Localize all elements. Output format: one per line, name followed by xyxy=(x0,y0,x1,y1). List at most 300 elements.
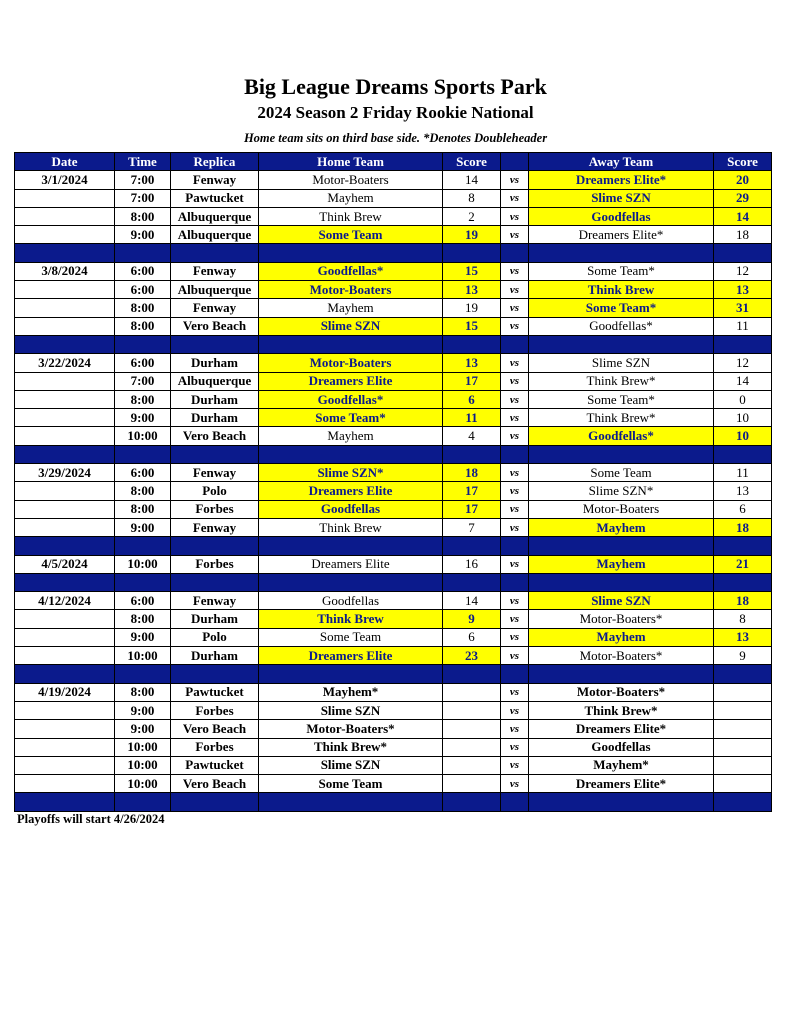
separator-cell xyxy=(15,573,115,591)
game-time: 6:00 xyxy=(115,262,171,280)
game-date: 4/19/2024 xyxy=(15,683,115,701)
home-team: Some Team xyxy=(259,226,443,244)
vs-label: vs xyxy=(501,464,529,482)
header-date: Date xyxy=(15,153,115,171)
game-time: 6:00 xyxy=(115,354,171,372)
header-time: Time xyxy=(115,153,171,171)
game-row xyxy=(15,738,772,756)
vs-label: vs xyxy=(501,226,529,244)
game-date xyxy=(15,189,115,207)
vs-label: vs xyxy=(501,738,529,756)
away-score: 29 xyxy=(714,189,772,207)
away-team: Slime SZN xyxy=(529,189,714,207)
game-replica-field: Durham xyxy=(171,390,259,408)
away-score: 18 xyxy=(714,226,772,244)
home-score: 11 xyxy=(443,409,501,427)
page-title: Big League Dreams Sports Park xyxy=(244,74,547,99)
home-team: Mayhem xyxy=(259,427,443,445)
game-date xyxy=(15,226,115,244)
home-score: 23 xyxy=(443,647,501,665)
away-team: Mayhem xyxy=(529,518,714,536)
game-time: 8:00 xyxy=(115,390,171,408)
header-row xyxy=(15,153,772,171)
home-score xyxy=(443,701,501,719)
home-score: 2 xyxy=(443,207,501,225)
game-date xyxy=(15,409,115,427)
separator-cell xyxy=(115,244,171,262)
home-score: 17 xyxy=(443,482,501,500)
separator-cell xyxy=(115,445,171,463)
home-score: 16 xyxy=(443,555,501,573)
separator-cell xyxy=(529,445,714,463)
vs-label: vs xyxy=(501,701,529,719)
game-row xyxy=(15,354,772,372)
schedule-note: Home team sits on third base side. *Denotes Doubleheader xyxy=(243,131,548,145)
vs-label: vs xyxy=(501,720,529,738)
away-team: Some Team* xyxy=(529,390,714,408)
separator-cell xyxy=(501,244,529,262)
header-replica: Replica xyxy=(171,153,259,171)
separator-cell xyxy=(259,335,443,353)
separator-cell xyxy=(443,537,501,555)
away-score: 0 xyxy=(714,390,772,408)
game-date xyxy=(15,427,115,445)
game-date: 3/29/2024 xyxy=(15,464,115,482)
vs-label: vs xyxy=(501,171,529,189)
week-separator xyxy=(15,665,772,683)
separator-cell xyxy=(714,573,772,591)
game-date xyxy=(15,610,115,628)
game-date: 3/22/2024 xyxy=(15,354,115,372)
separator-cell xyxy=(171,573,259,591)
game-time: 7:00 xyxy=(115,171,171,189)
game-date xyxy=(15,317,115,335)
vs-label: vs xyxy=(501,207,529,225)
game-replica-field: Polo xyxy=(171,482,259,500)
home-team: Goodfellas* xyxy=(259,262,443,280)
away-score: 21 xyxy=(714,555,772,573)
separator-cell xyxy=(443,573,501,591)
game-date: 4/5/2024 xyxy=(15,555,115,573)
away-score: 14 xyxy=(714,372,772,390)
vs-label: vs xyxy=(501,518,529,536)
game-date xyxy=(15,720,115,738)
game-replica-field: Durham xyxy=(171,610,259,628)
away-team: Think Brew xyxy=(529,281,714,299)
game-row xyxy=(15,281,772,299)
separator-cell xyxy=(501,335,529,353)
separator-cell xyxy=(443,445,501,463)
game-time: 8:00 xyxy=(115,317,171,335)
home-score: 17 xyxy=(443,372,501,390)
home-score xyxy=(443,775,501,793)
away-score: 10 xyxy=(714,409,772,427)
vs-label: vs xyxy=(501,262,529,280)
header-away-score: Score xyxy=(714,153,772,171)
away-team: Think Brew* xyxy=(529,409,714,427)
game-row xyxy=(15,555,772,573)
home-score: 18 xyxy=(443,464,501,482)
separator-cell xyxy=(529,665,714,683)
away-team: Goodfellas xyxy=(529,207,714,225)
away-team: Dreamers Elite* xyxy=(529,775,714,793)
game-time: 10:00 xyxy=(115,555,171,573)
separator-cell xyxy=(171,445,259,463)
away-score xyxy=(714,756,772,774)
game-time: 10:00 xyxy=(115,775,171,793)
away-team: Dreamers Elite* xyxy=(529,171,714,189)
week-separator xyxy=(15,537,772,555)
separator-cell xyxy=(714,445,772,463)
away-team: Motor-Boaters xyxy=(529,500,714,518)
separator-cell xyxy=(171,244,259,262)
home-score: 14 xyxy=(443,171,501,189)
game-date: 3/1/2024 xyxy=(15,171,115,189)
separator-cell xyxy=(259,244,443,262)
game-row xyxy=(15,482,772,500)
separator-cell xyxy=(259,445,443,463)
separator-cell xyxy=(15,793,115,811)
separator-cell xyxy=(115,665,171,683)
separator-cell xyxy=(443,244,501,262)
game-replica-field: Forbes xyxy=(171,500,259,518)
separator-cell xyxy=(714,793,772,811)
game-row xyxy=(15,683,772,701)
home-score: 13 xyxy=(443,354,501,372)
home-team: Goodfellas xyxy=(259,500,443,518)
separator-cell xyxy=(115,335,171,353)
game-time: 8:00 xyxy=(115,207,171,225)
schedule-body xyxy=(15,171,772,811)
away-score: 11 xyxy=(714,464,772,482)
game-row xyxy=(15,628,772,646)
game-replica-field: Forbes xyxy=(171,555,259,573)
game-time: 10:00 xyxy=(115,427,171,445)
separator-cell xyxy=(15,445,115,463)
game-replica-field: Fenway xyxy=(171,299,259,317)
game-time: 8:00 xyxy=(115,683,171,701)
game-date xyxy=(15,701,115,719)
vs-label: vs xyxy=(501,317,529,335)
away-score: 6 xyxy=(714,500,772,518)
away-team: Mayhem xyxy=(529,628,714,646)
away-team: Think Brew* xyxy=(529,701,714,719)
home-team: Some Team xyxy=(259,628,443,646)
vs-label: vs xyxy=(501,299,529,317)
game-row xyxy=(15,610,772,628)
separator-cell xyxy=(529,537,714,555)
game-replica-field: Albuquerque xyxy=(171,372,259,390)
game-date xyxy=(15,390,115,408)
vs-label: vs xyxy=(501,775,529,793)
home-team: Goodfellas xyxy=(259,592,443,610)
game-date xyxy=(15,628,115,646)
away-score xyxy=(714,720,772,738)
separator-cell xyxy=(115,537,171,555)
separator-cell xyxy=(501,537,529,555)
week-separator xyxy=(15,244,772,262)
game-date xyxy=(15,647,115,665)
game-replica-field: Durham xyxy=(171,647,259,665)
game-date xyxy=(15,738,115,756)
away-score: 11 xyxy=(714,317,772,335)
vs-label: vs xyxy=(501,592,529,610)
home-score: 7 xyxy=(443,518,501,536)
home-team: Dreamers Elite xyxy=(259,482,443,500)
away-team: Some Team* xyxy=(529,262,714,280)
home-score: 19 xyxy=(443,299,501,317)
game-replica-field: Durham xyxy=(171,354,259,372)
game-row xyxy=(15,592,772,610)
vs-label: vs xyxy=(501,555,529,573)
vs-label: vs xyxy=(501,683,529,701)
game-row xyxy=(15,427,772,445)
home-score: 6 xyxy=(443,390,501,408)
game-time: 6:00 xyxy=(115,464,171,482)
game-date xyxy=(15,207,115,225)
away-team: Goodfellas* xyxy=(529,427,714,445)
home-team: Slime SZN xyxy=(259,756,443,774)
vs-label: vs xyxy=(501,354,529,372)
game-time: 8:00 xyxy=(115,610,171,628)
home-score: 4 xyxy=(443,427,501,445)
header-home-score: Score xyxy=(443,153,501,171)
game-date: 3/8/2024 xyxy=(15,262,115,280)
vs-label: vs xyxy=(501,281,529,299)
game-replica-field: Pawtucket xyxy=(171,189,259,207)
home-score: 8 xyxy=(443,189,501,207)
game-row xyxy=(15,372,772,390)
game-row xyxy=(15,775,772,793)
away-team: Some Team* xyxy=(529,299,714,317)
game-date xyxy=(15,482,115,500)
home-team: Slime SZN* xyxy=(259,464,443,482)
separator-cell xyxy=(529,335,714,353)
home-team: Dreamers Elite xyxy=(259,555,443,573)
away-team: Slime SZN xyxy=(529,354,714,372)
home-score: 14 xyxy=(443,592,501,610)
vs-label: vs xyxy=(501,647,529,665)
separator-cell xyxy=(171,665,259,683)
game-time: 7:00 xyxy=(115,189,171,207)
separator-cell xyxy=(529,793,714,811)
separator-cell xyxy=(529,244,714,262)
separator-cell xyxy=(115,793,171,811)
game-date xyxy=(15,756,115,774)
schedule-table xyxy=(14,152,772,812)
game-time: 6:00 xyxy=(115,281,171,299)
game-replica-field: Pawtucket xyxy=(171,756,259,774)
separator-cell xyxy=(15,335,115,353)
separator-cell xyxy=(443,793,501,811)
away-score: 18 xyxy=(714,592,772,610)
away-score: 12 xyxy=(714,354,772,372)
game-time: 9:00 xyxy=(115,518,171,536)
game-replica-field: Fenway xyxy=(171,171,259,189)
home-score: 15 xyxy=(443,262,501,280)
away-score xyxy=(714,775,772,793)
game-row xyxy=(15,720,772,738)
home-team: Motor-Boaters xyxy=(259,281,443,299)
game-row xyxy=(15,464,772,482)
separator-cell xyxy=(501,445,529,463)
away-team: Motor-Boaters* xyxy=(529,683,714,701)
separator-cell xyxy=(171,335,259,353)
game-date xyxy=(15,775,115,793)
game-replica-field: Forbes xyxy=(171,701,259,719)
vs-label: vs xyxy=(501,390,529,408)
game-row xyxy=(15,317,772,335)
separator-cell xyxy=(714,244,772,262)
home-score: 13 xyxy=(443,281,501,299)
home-team: Motor-Boaters xyxy=(259,354,443,372)
header-home-team: Home Team xyxy=(259,153,443,171)
home-team: Some Team xyxy=(259,775,443,793)
separator-cell xyxy=(171,793,259,811)
separator-cell xyxy=(501,793,529,811)
away-team: Slime SZN* xyxy=(529,482,714,500)
separator-cell xyxy=(443,335,501,353)
away-score xyxy=(714,701,772,719)
home-score: 19 xyxy=(443,226,501,244)
away-score: 14 xyxy=(714,207,772,225)
separator-cell xyxy=(714,335,772,353)
home-score: 9 xyxy=(443,610,501,628)
game-time: 9:00 xyxy=(115,720,171,738)
home-team: Slime SZN xyxy=(259,701,443,719)
home-score xyxy=(443,756,501,774)
home-team: Mayhem xyxy=(259,299,443,317)
separator-cell xyxy=(15,537,115,555)
game-row xyxy=(15,647,772,665)
home-team: Mayhem* xyxy=(259,683,443,701)
game-row xyxy=(15,207,772,225)
separator-cell xyxy=(529,573,714,591)
game-replica-field: Albuquerque xyxy=(171,226,259,244)
away-team: Goodfellas xyxy=(529,738,714,756)
separator-cell xyxy=(259,573,443,591)
game-date xyxy=(15,299,115,317)
game-row xyxy=(15,226,772,244)
away-team: Dreamers Elite* xyxy=(529,226,714,244)
home-score xyxy=(443,720,501,738)
game-row xyxy=(15,299,772,317)
separator-cell xyxy=(259,537,443,555)
game-date xyxy=(15,500,115,518)
away-team: Slime SZN xyxy=(529,592,714,610)
separator-cell xyxy=(501,665,529,683)
home-team: Mayhem xyxy=(259,189,443,207)
game-row xyxy=(15,409,772,427)
game-replica-field: Durham xyxy=(171,409,259,427)
game-time: 9:00 xyxy=(115,701,171,719)
game-row xyxy=(15,500,772,518)
vs-label: vs xyxy=(501,610,529,628)
vs-label: vs xyxy=(501,500,529,518)
game-time: 9:00 xyxy=(115,409,171,427)
home-score: 15 xyxy=(443,317,501,335)
game-row xyxy=(15,262,772,280)
vs-label: vs xyxy=(501,427,529,445)
game-replica-field: Pawtucket xyxy=(171,683,259,701)
away-score: 9 xyxy=(714,647,772,665)
game-replica-field: Fenway xyxy=(171,262,259,280)
away-team: Think Brew* xyxy=(529,372,714,390)
separator-cell xyxy=(15,665,115,683)
home-team: Slime SZN xyxy=(259,317,443,335)
separator-cell xyxy=(15,244,115,262)
vs-label: vs xyxy=(501,756,529,774)
playoffs-note: Playoffs will start 4/26/2024 xyxy=(17,812,165,826)
away-score: 10 xyxy=(714,427,772,445)
game-date xyxy=(15,372,115,390)
away-team: Motor-Boaters* xyxy=(529,610,714,628)
separator-cell xyxy=(714,537,772,555)
vs-label: vs xyxy=(501,189,529,207)
home-score xyxy=(443,683,501,701)
week-separator xyxy=(15,445,772,463)
week-separator xyxy=(15,335,772,353)
home-team: Think Brew xyxy=(259,207,443,225)
game-row xyxy=(15,518,772,536)
game-time: 10:00 xyxy=(115,738,171,756)
game-replica-field: Albuquerque xyxy=(171,207,259,225)
separator-cell xyxy=(443,665,501,683)
away-team: Goodfellas* xyxy=(529,317,714,335)
away-score: 31 xyxy=(714,299,772,317)
away-score: 20 xyxy=(714,171,772,189)
away-score xyxy=(714,683,772,701)
away-score: 13 xyxy=(714,482,772,500)
game-replica-field: Vero Beach xyxy=(171,427,259,445)
vs-label: vs xyxy=(501,628,529,646)
week-separator xyxy=(15,793,772,811)
home-team: Some Team* xyxy=(259,409,443,427)
game-row xyxy=(15,171,772,189)
game-replica-field: Albuquerque xyxy=(171,281,259,299)
away-score: 12 xyxy=(714,262,772,280)
game-replica-field: Fenway xyxy=(171,464,259,482)
game-time: 7:00 xyxy=(115,372,171,390)
away-team: Some Team xyxy=(529,464,714,482)
game-replica-field: Vero Beach xyxy=(171,317,259,335)
home-score: 17 xyxy=(443,500,501,518)
game-row xyxy=(15,189,772,207)
game-time: 9:00 xyxy=(115,628,171,646)
vs-label: vs xyxy=(501,482,529,500)
game-replica-field: Forbes xyxy=(171,738,259,756)
away-team: Motor-Boaters* xyxy=(529,647,714,665)
home-team: Think Brew xyxy=(259,610,443,628)
game-row xyxy=(15,390,772,408)
home-score: 6 xyxy=(443,628,501,646)
game-row xyxy=(15,701,772,719)
game-replica-field: Vero Beach xyxy=(171,775,259,793)
game-replica-field: Fenway xyxy=(171,518,259,536)
home-team: Goodfellas* xyxy=(259,390,443,408)
game-replica-field: Fenway xyxy=(171,592,259,610)
away-team: Mayhem* xyxy=(529,756,714,774)
vs-label: vs xyxy=(501,372,529,390)
vs-label: vs xyxy=(501,409,529,427)
game-replica-field: Vero Beach xyxy=(171,720,259,738)
game-time: 8:00 xyxy=(115,500,171,518)
game-time: 10:00 xyxy=(115,647,171,665)
away-score: 8 xyxy=(714,610,772,628)
home-team: Think Brew* xyxy=(259,738,443,756)
separator-cell xyxy=(259,665,443,683)
game-date xyxy=(15,518,115,536)
